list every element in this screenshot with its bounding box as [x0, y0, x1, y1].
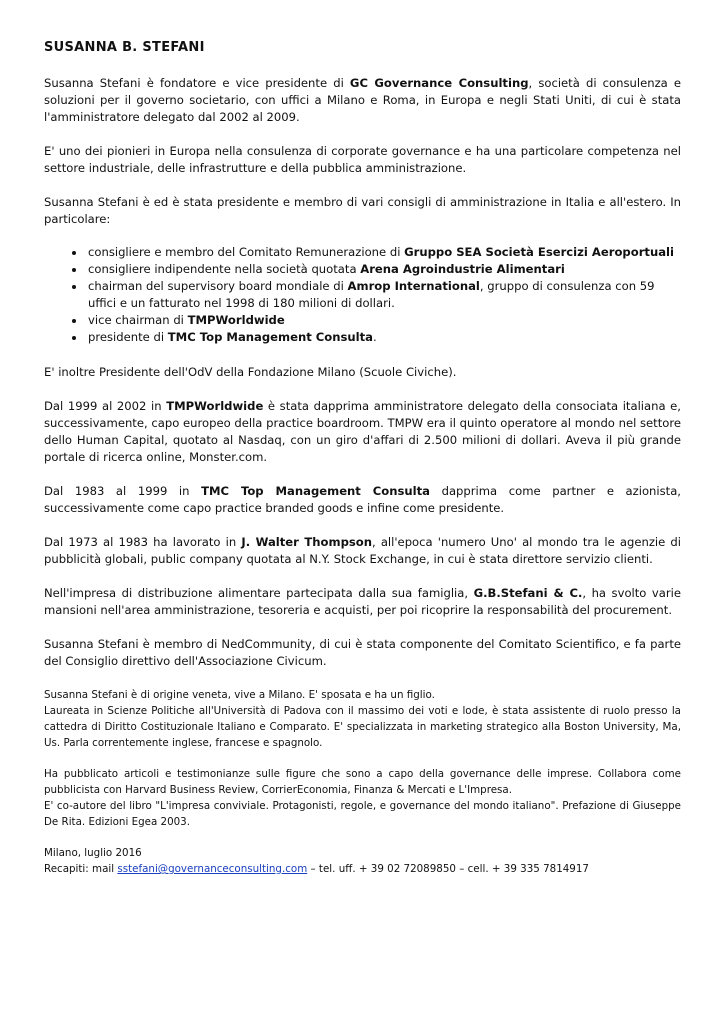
paragraph-text-cont: è stata dapprima amministratore delegato della consociata italiana e, successivamente, capo europeo della practice boardroom. TMPW era il quinto operatore al mondo nel settore dello Human Capital, quotato al Nasdaq, con un giro d'affari di 2.500 milioni di dollari. Aveva il più grande portale di ricerca online, Monster.com.: [44, 399, 681, 464]
list-item-text: consigliere indipendente nella società quotata: [88, 262, 361, 276]
list-item: [86, 312, 681, 329]
list-item-text: presidente di: [88, 330, 168, 344]
intro-text-cont: , società di consulenza e soluzioni per il governo societario, con uffici a Milano e Roma, in Europa e negli Stati Uniti, di cui è stata l'amministratore delegato dal 2002 al 2009.: [44, 76, 682, 124]
list-item: [86, 244, 681, 261]
nedcommunity-paragraph: Susanna Stefani è membro di NedCommunity, di cui è stata componente del Comitato Scientifico, e fa parte del Consiglio direttivo dell'Associazione Civicum.: [44, 637, 681, 668]
tmc-paragraph: [44, 483, 681, 517]
company-name: GC Governance Consulting: [349, 76, 529, 90]
place-date: Milano, luglio 2016: [44, 847, 142, 859]
boards-list: [44, 244, 681, 346]
paragraph-text: Dal 1999 al 2002 in: [44, 399, 167, 413]
book-line: E' co-autore del libro "L'impresa conviviale. Protagonisti, regole, e governance del mondo italiano". Prefazione di Giuseppe De Rita. Edizioni Egea 2003.: [44, 800, 681, 828]
personal-info-paragraph: [44, 687, 681, 751]
contacts-line: [44, 861, 681, 877]
document-page: [44, 40, 681, 892]
publications-paragraph: [44, 766, 681, 830]
list-item-org: TMPWorldwide: [187, 313, 285, 327]
list-item: [86, 329, 681, 346]
list-item-tail: , gruppo di consulenza con 59 uffici e un fatturato nel 1998 di 180 milioni di dollari.: [88, 279, 655, 310]
publications-line: Ha pubblicato articoli e testimonianze sulle figure che sono a capo della governance delle imprese. Collabora come pubblicista con Harvard Business Review, CorrierEconomia, Finanza & Mercati e L'Impresa.: [44, 768, 681, 796]
odv-paragraph: E' inoltre Presidente dell'OdV della Fondazione Milano (Scuole Civiche).: [44, 365, 457, 379]
list-item-org: TMC Top Management Consulta: [167, 330, 374, 344]
email-link[interactable]: sstefani@governanceconsulting.com: [117, 863, 308, 875]
contacts-prefix: Recapiti: mail: [44, 863, 118, 875]
list-item-text: vice chairman di: [88, 313, 188, 327]
list-item-text: chairman del supervisory board mondiale di: [88, 279, 348, 293]
company-name: TMC Top Management Consulta: [201, 484, 431, 498]
tmpw-paragraph: [44, 398, 681, 466]
company-name: G.B.Stefani & C.: [473, 586, 583, 600]
intro-text: Susanna Stefani è fondatore e vice presidente di: [44, 76, 350, 90]
footer-contacts: [44, 845, 681, 877]
intro-paragraph: [44, 75, 681, 126]
paragraph-text-cont: , ha svolto varie mansioni nell'area amministrazione, tesoreria e acquisti, per poi ricoprire la responsabilità del procurement.: [44, 586, 682, 617]
list-item-org: Amrop International: [347, 279, 480, 293]
paragraph-text: Nell'impresa di distribuzione alimentare partecipata dalla sua famiglia,: [44, 586, 474, 600]
paragraph-text: Dal 1983 al 1999 in: [44, 484, 202, 498]
contacts-phones: – tel. uff. + 39 02 72089850 – cell. + 39 335 7814917: [307, 863, 589, 875]
list-item-org: Arena Agroindustrie Alimentari: [360, 262, 565, 276]
paragraph-text-cont: , all'epoca 'numero Uno' al mondo tra le agenzie di pubblicità globali, public company quotata al N.Y. Stock Exchange, in cui è stata direttore servizio clienti.: [44, 535, 681, 566]
list-item-tail: .: [373, 330, 377, 344]
company-name: J. Walter Thompson: [241, 535, 372, 549]
personal-line: Susanna Stefani è di origine veneta, vive a Milano. E' sposata e ha un figlio.: [44, 689, 435, 701]
list-item-org: Gruppo SEA Società Esercizi Aeroportuali: [404, 245, 674, 259]
list-item-text: consigliere e membro del Comitato Remunerazione di: [88, 245, 405, 259]
list-item: [86, 278, 681, 312]
pioneer-paragraph: E' uno dei pionieri in Europa nella consulenza di corporate governance e ha una particolare competenza nel settore industriale, delle infrastrutture e della pubblica amministrazione.: [44, 144, 681, 175]
paragraph-text-cont: dapprima come partner e azionista, successivamente come capo practice branded goods e infine come presidente.: [44, 484, 681, 515]
document-title: SUSANNA B. STEFANI: [44, 40, 205, 55]
jwt-paragraph: [44, 534, 681, 568]
company-name: TMPWorldwide: [166, 399, 264, 413]
education-line: Laureata in Scienze Politiche all'Università di Padova con il massimo dei voti e lode, è stata assistente di ruolo presso la cattedra di Diritto Costituzionale Italiano e Comparato. E' specializzata in marketing strategico alla Boston University, Ma, Us. Parla correntemente inglese, francese e spagnolo.: [44, 705, 681, 749]
family-business-paragraph: [44, 585, 681, 619]
paragraph-text: Dal 1973 al 1983 ha lavorato in: [44, 535, 242, 549]
list-item: [86, 261, 681, 278]
boards-paragraph: Susanna Stefani è ed è stata presidente e membro di vari consigli di amministrazione in Italia e all'estero. In particolare:: [44, 195, 681, 226]
